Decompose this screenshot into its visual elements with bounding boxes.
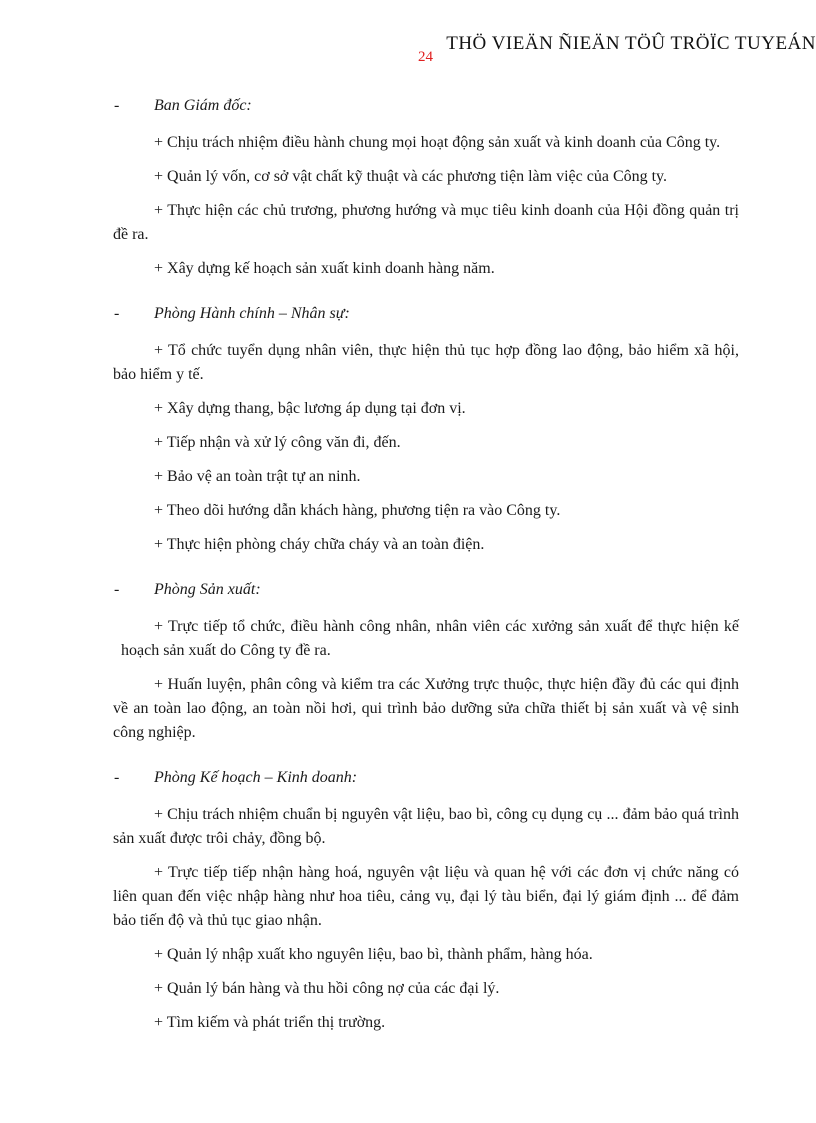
list-item: + Theo dõi hướng dẫn khách hàng, phương tiện ra vào Công ty. <box>154 502 561 519</box>
section-heading <box>113 578 739 602</box>
section-heading <box>113 766 739 790</box>
page-number: 24 <box>418 49 433 65</box>
list-item: + Quản lý nhập xuất kho nguyên liệu, bao bì, thành phẩm, hàng hóa. <box>154 946 593 963</box>
list-item: + Tổ chức tuyển dụng nhân viên, thực hiện thủ tục hợp đồng lao động, bảo hiểm xã hội, bảo hiểm y tế. <box>113 342 739 383</box>
bullet-dash: - <box>114 769 120 786</box>
list-item: + Quản lý bán hàng và thu hồi công nợ của các đại lý. <box>154 980 500 997</box>
bullet-dash: - <box>114 581 120 598</box>
library-header-title: THÖ VIEÄN ÑIEÄN TÖÛ TRÖÏC TUYEÁN <box>446 33 816 54</box>
list-item: + Trực tiếp tiếp nhận hàng hoá, nguyên vật liệu và quan hệ với các đơn vị chức năng có liên quan đến việc nhập hàng như hoa tiêu, cảng vụ, đại lý tàu biển, đại lý giám định ... để đảm bảo tiến độ và thủ tục giao nhận. <box>113 864 739 929</box>
list-item: + Trực tiếp tổ chức, điều hành công nhân, nhân viên các xưởng sản xuất để thực hiện kế hoạch sản xuất do Công ty đề ra. <box>121 618 739 659</box>
list-item: + Xây dựng thang, bậc lương áp dụng tại đơn vị. <box>154 400 466 417</box>
section-phong-ke-hoach <box>113 766 739 1035</box>
list-item: + Chịu trách nhiệm chuẩn bị nguyên vật liệu, bao bì, công cụ dụng cụ ... đảm bảo quá trình sản xuất được trôi chảy, đồng bộ. <box>113 806 739 847</box>
section-phong-san-xuat <box>113 578 739 745</box>
section-heading <box>113 94 739 118</box>
list-item: + Huấn luyện, phân công và kiểm tra các Xưởng trực thuộc, thực hiện đầy đủ các qui định về an toàn lao động, an toàn nồi hơi, qui trình bảo dưỡng sửa chữa thiết bị sản xuất và vệ sinh công nghiệp. <box>113 676 739 741</box>
section-heading-text: Phòng Hành chính – Nhân sự: <box>154 305 350 322</box>
section-phong-hanh-chinh <box>113 302 739 557</box>
list-item: + Xây dựng kế hoạch sản xuất kinh doanh hàng năm. <box>154 260 495 277</box>
list-item: + Chịu trách nhiệm điều hành chung mọi hoạt động sản xuất và kinh doanh của Công ty. <box>154 134 721 151</box>
section-ban-giam-doc <box>113 94 739 281</box>
section-heading <box>113 302 739 326</box>
list-item: + Thực hiện các chủ trương, phương hướng và mục tiêu kinh doanh của Hội đồng quản trị đề ra. <box>113 202 739 243</box>
bullet-dash: - <box>114 305 120 322</box>
list-item: + Tìm kiếm và phát triển thị trường. <box>154 1014 386 1031</box>
list-item: + Bảo vệ an toàn trật tự an ninh. <box>154 468 361 485</box>
document-body <box>113 94 739 1045</box>
list-item: + Quản lý vốn, cơ sở vật chất kỹ thuật và các phương tiện làm việc của Công ty. <box>154 168 668 185</box>
bullet-dash: - <box>114 97 120 114</box>
section-heading-text: Phòng Sản xuất: <box>154 581 261 598</box>
section-heading-text: Ban Giám đốc: <box>154 97 252 114</box>
list-item: + Thực hiện phòng cháy chữa cháy và an toàn điện. <box>154 536 485 553</box>
list-item: + Tiếp nhận và xử lý công văn đi, đến. <box>154 434 401 451</box>
section-heading-text: Phòng Kế hoạch – Kinh doanh: <box>154 769 358 786</box>
